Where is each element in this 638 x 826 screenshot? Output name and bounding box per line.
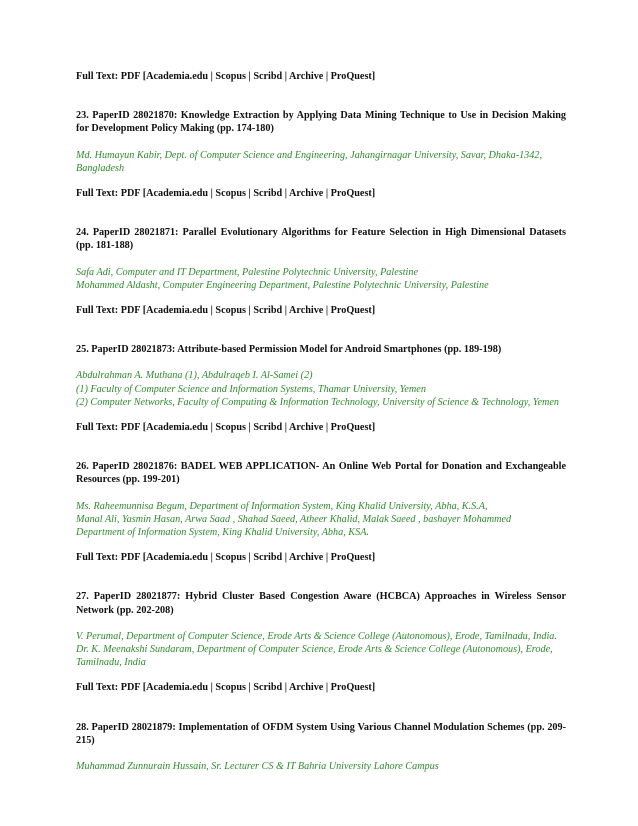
scopus-link[interactable]: Scopus: [215, 682, 246, 694]
paper-authors-25: [76, 369, 566, 409]
proquest-link[interactable]: ProQuest]: [330, 305, 376, 317]
archive-link[interactable]: Archive: [289, 71, 324, 82]
scribd-link[interactable]: Scribd: [253, 682, 283, 694]
full-text-links: Full Text: PDF [Academia.edu | Scopus | Scribd | Archive | ProQuest]: [76, 71, 376, 82]
full-text-links: Full Text: PDF [Academia.edu | Scopus | Scribd | Archive | ProQuest]: [76, 422, 376, 434]
paper-list: [76, 70, 566, 773]
pdf-link[interactable]: PDF: [120, 552, 141, 564]
archive-link[interactable]: Archive: [289, 422, 324, 434]
author-line: (2) Computer Networks, Faculty of Computing & Information Technology, University of Science & Technology, Yemen: [76, 396, 560, 408]
paper-authors-26: [76, 500, 566, 540]
academia-link[interactable]: [Academia.edu: [142, 188, 209, 200]
paper-title-27: 27. PaperID 28021877: Hybrid Cluster Based Congestion Aware (HCBCA) Approaches in Wireless Sensor Network (pp. 202-208): [76, 591, 566, 616]
author-line: Ms. Raheemunnisa Begum, Department of Information System, King Khalid University, Abha, K.S.A,: [76, 500, 488, 512]
archive-link[interactable]: Archive: [289, 552, 324, 564]
scopus-link[interactable]: Scopus: [215, 422, 246, 434]
archive-link[interactable]: Archive: [289, 682, 324, 694]
scopus-link[interactable]: Scopus: [215, 305, 246, 317]
full-text-links: Full Text: PDF [Academia.edu | Scopus | Scribd | Archive | ProQuest]: [76, 682, 376, 694]
paper-authors-23: [76, 149, 566, 175]
pdf-link[interactable]: PDF: [120, 422, 141, 434]
scopus-link[interactable]: Scopus: [215, 188, 246, 200]
paper-title-28: 28. PaperID 28021879: Implementation of OFDM System Using Various Channel Modulation Schemes (pp. 209-215): [76, 721, 566, 746]
scribd-link[interactable]: Scribd: [253, 305, 283, 317]
academia-link[interactable]: [Academia.edu: [142, 71, 209, 82]
archive-link[interactable]: Archive: [289, 305, 324, 317]
author-line: Muhammad Zunnurain Hussain, Sr. Lecturer CS & IT Bahria University Lahore Campus: [76, 761, 439, 773]
proquest-link[interactable]: ProQuest]: [330, 682, 376, 694]
scopus-link[interactable]: Scopus: [215, 552, 246, 564]
scribd-link[interactable]: Scribd: [253, 552, 283, 564]
author-line: Mohammed Aldasht, Computer Engineering Department, Palestine Polytechnic University, Palestine: [76, 279, 489, 291]
scribd-link[interactable]: Scribd: [253, 188, 283, 200]
scribd-link[interactable]: Scribd: [253, 422, 283, 434]
paper-title-23: 23. PaperID 28021870: Knowledge Extraction by Applying Data Mining Technique to Use in Decision Making for Development Policy Making (pp. 174-180): [76, 110, 566, 135]
scribd-link[interactable]: Scribd: [253, 71, 283, 82]
scopus-link[interactable]: Scopus: [215, 71, 246, 82]
academia-link[interactable]: [Academia.edu: [142, 305, 209, 317]
proquest-link[interactable]: ProQuest]: [330, 422, 376, 434]
paper-title-24: 24. PaperID 28021871: Parallel Evolutionary Algorithms for Feature Selection in High Dimensional Datasets (pp. 181-188): [76, 227, 566, 252]
pdf-link[interactable]: PDF: [120, 188, 141, 200]
author-line: Department of Information System, King Khalid University, Abha, KSA.: [76, 527, 369, 539]
proquest-link[interactable]: ProQuest]: [330, 552, 376, 564]
full-text-links: Full Text: PDF [Academia.edu | Scopus | Scribd | Archive | ProQuest]: [76, 305, 376, 317]
author-line: Dr. K. Meenakshi Sundaram, Department of Computer Science, Erode Arts & Science College (Autonomous), Erode, Tamilnadu, India: [76, 644, 553, 669]
paper-authors-27: [76, 630, 566, 670]
academia-link[interactable]: [Academia.edu: [142, 552, 209, 564]
author-line: Abdulrahman A. Muthana (1), Abdulraqeb I. Al-Samei (2): [76, 370, 313, 382]
author-line: Safa Adi, Computer and IT Department, Palestine Polytechnic University, Palestine: [76, 266, 418, 278]
pdf-link[interactable]: PDF: [120, 682, 141, 694]
paper-title-25: 25. PaperID 28021873: Attribute-based Permission Model for Android Smartphones (pp. 189-198): [76, 344, 502, 356]
full-text-links: Full Text: PDF [Academia.edu | Scopus | Scribd | Archive | ProQuest]: [76, 188, 376, 200]
author-line: Manal Ali, Yasmin Hasan, Arwa Saad , Shahad Saeed, Atheer Khalid, Malak Saeed , bashayer Mohammed: [76, 513, 512, 525]
academia-link[interactable]: [Academia.edu: [142, 422, 209, 434]
proquest-link[interactable]: ProQuest]: [330, 188, 376, 200]
proquest-link[interactable]: ProQuest]: [330, 71, 376, 82]
pdf-link[interactable]: PDF: [120, 305, 141, 317]
paper-title-26: 26. PaperID 28021876: BADEL WEB APPLICATION- An Online Web Portal for Donation and Exchangeable Resources (pp. 199-201): [76, 461, 566, 486]
pdf-link[interactable]: PDF: [120, 71, 141, 82]
archive-link[interactable]: Archive: [289, 188, 324, 200]
academia-link[interactable]: [Academia.edu: [142, 682, 209, 694]
author-line: (1) Faculty of Computer Science and Information Systems, Thamar University, Yemen: [76, 383, 426, 395]
full-text-links: Full Text: PDF [Academia.edu | Scopus | Scribd | Archive | ProQuest]: [76, 552, 376, 564]
author-line: Md. Humayun Kabir, Dept. of Computer Science and Engineering, Jahangirnagar University, Savar, Dhaka-1342, Bangladesh: [76, 149, 543, 174]
author-line: V. Perumal, Department of Computer Science, Erode Arts & Science College (Autonomous), Erode, Tamilnadu, India.: [76, 630, 557, 642]
paper-authors-24: [76, 266, 566, 292]
paper-authors-28: [76, 760, 566, 773]
